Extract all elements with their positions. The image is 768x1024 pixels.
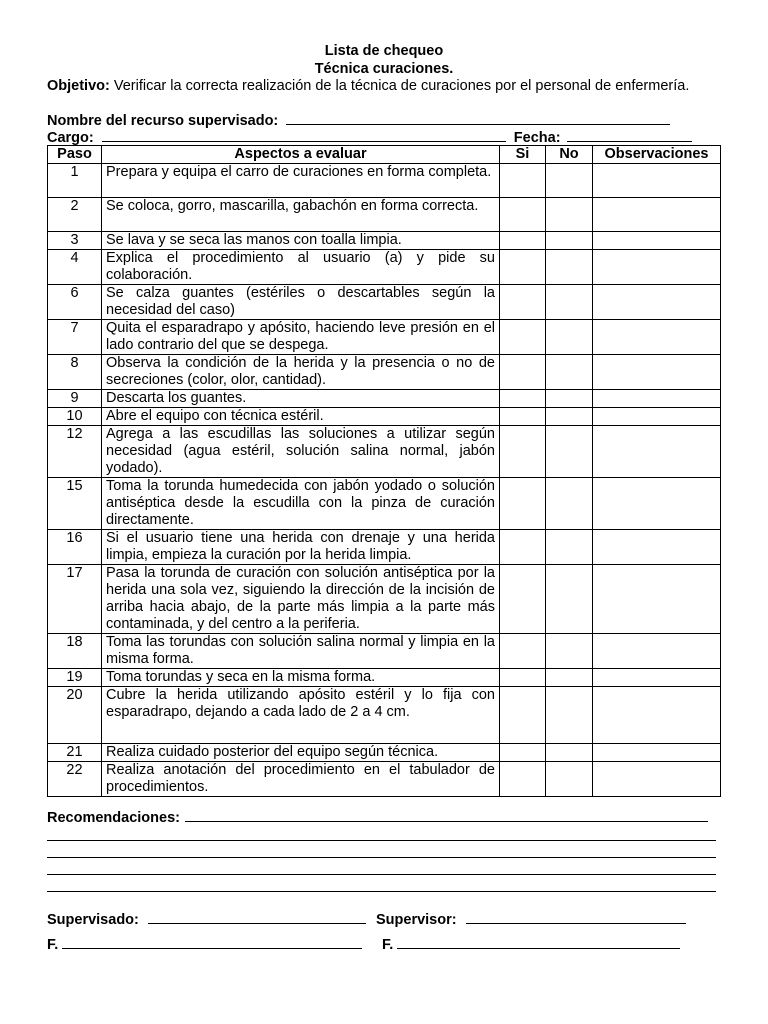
recomendaciones-line[interactable] — [185, 808, 708, 822]
table-row — [48, 390, 721, 408]
step-number: 7 — [48, 320, 102, 355]
observaciones-cell[interactable] — [593, 164, 721, 198]
table-row — [48, 530, 721, 565]
firma-right-label: F. — [382, 937, 394, 953]
si-cell[interactable] — [500, 355, 546, 390]
no-cell[interactable] — [546, 565, 593, 634]
observaciones-cell[interactable] — [593, 426, 721, 478]
no-cell[interactable] — [546, 478, 593, 530]
supervised-name-line[interactable] — [286, 111, 670, 125]
si-cell[interactable] — [500, 565, 546, 634]
objective-text: Verificar la correcta realización de la técnica de curaciones por el personal de enfermería. — [113, 78, 690, 94]
header-aspectos: Aspectos a evaluar — [102, 146, 500, 164]
fecha-label: Fecha: — [513, 130, 561, 146]
table-row — [48, 762, 721, 797]
step-description: Prepara y equipa el carro de curaciones en forma completa. — [102, 164, 500, 198]
no-cell[interactable] — [546, 355, 593, 390]
step-number: 12 — [48, 426, 102, 478]
no-cell[interactable] — [546, 634, 593, 669]
cargo-label: Cargo: — [47, 130, 94, 146]
document-title: Lista de chequeo — [324, 43, 444, 59]
no-cell[interactable] — [546, 426, 593, 478]
table-row — [48, 355, 721, 390]
no-cell[interactable] — [546, 250, 593, 285]
table-row — [48, 687, 721, 744]
step-description: Toma la torunda humedecida con jabón yodado o solución antiséptica desde la escudilla con la pinza de curación directamente. — [102, 478, 500, 530]
table-row — [48, 250, 721, 285]
no-cell[interactable] — [546, 198, 593, 232]
si-cell[interactable] — [500, 762, 546, 797]
no-cell[interactable] — [546, 285, 593, 320]
step-description: Descarta los guantes. — [102, 390, 500, 408]
recomendaciones-row — [47, 808, 708, 827]
observaciones-cell[interactable] — [593, 408, 721, 426]
step-number: 20 — [48, 687, 102, 744]
step-description: Quita el esparadrapo y apósito, haciendo leve presión en el lado contrario del que se despega. — [102, 320, 500, 355]
observaciones-cell[interactable] — [593, 232, 721, 250]
table-row — [48, 198, 721, 232]
step-description: Se coloca, gorro, mascarilla, gabachón en forma correcta. — [102, 198, 500, 232]
step-number: 4 — [48, 250, 102, 285]
table-row — [48, 164, 721, 198]
recomendaciones-blank-line[interactable] — [47, 857, 716, 858]
table-row — [48, 285, 721, 320]
observaciones-cell[interactable] — [593, 565, 721, 634]
step-description: Toma las torundas con solución salina normal y limpia en la misma forma. — [102, 634, 500, 669]
si-cell[interactable] — [500, 478, 546, 530]
observaciones-cell[interactable] — [593, 285, 721, 320]
si-cell[interactable] — [500, 530, 546, 565]
table-row — [48, 478, 721, 530]
no-cell[interactable] — [546, 687, 593, 744]
step-number: 16 — [48, 530, 102, 565]
no-cell[interactable] — [546, 390, 593, 408]
supervised-name-label: Nombre del recurso supervisado: — [47, 113, 279, 129]
supervisor-label: Supervisor: — [376, 912, 457, 928]
step-number: 19 — [48, 669, 102, 687]
no-cell[interactable] — [546, 408, 593, 426]
si-cell[interactable] — [500, 390, 546, 408]
recomendaciones-blank-line[interactable] — [47, 891, 716, 892]
step-number: 1 — [48, 164, 102, 198]
no-cell[interactable] — [546, 744, 593, 762]
step-number: 10 — [48, 408, 102, 426]
step-description: Observa la condición de la herida y la presencia o no de secreciones (color, olor, cantidad). — [102, 355, 500, 390]
supervisado-label: Supervisado: — [47, 912, 139, 928]
objective-paragraph — [47, 78, 720, 95]
observaciones-cell[interactable] — [593, 744, 721, 762]
firma-supervisor-line[interactable] — [397, 935, 680, 949]
recomendaciones-blank-line[interactable] — [47, 874, 716, 875]
header-no: No — [546, 146, 593, 164]
observaciones-cell[interactable] — [593, 762, 721, 797]
step-number: 8 — [48, 355, 102, 390]
step-number: 6 — [48, 285, 102, 320]
firma-left-label: F. — [47, 937, 59, 953]
si-cell[interactable] — [500, 426, 546, 478]
no-cell[interactable] — [546, 232, 593, 250]
header-observaciones: Observaciones — [593, 146, 721, 164]
observaciones-cell[interactable] — [593, 198, 721, 232]
supervisado-row — [47, 910, 366, 929]
step-number: 18 — [48, 634, 102, 669]
table-row — [48, 232, 721, 250]
si-cell[interactable] — [500, 634, 546, 669]
observaciones-cell[interactable] — [593, 530, 721, 565]
step-description: Explica el procedimiento al usuario (a) y pide su colaboración. — [102, 250, 500, 285]
supervisado-line[interactable] — [148, 910, 366, 924]
step-number: 17 — [48, 565, 102, 634]
step-description: Se calza guantes (estériles o descartables según la necesidad del caso) — [102, 285, 500, 320]
observaciones-cell[interactable] — [593, 634, 721, 669]
recomendaciones-label: Recomendaciones: — [47, 810, 180, 826]
step-description: Realiza cuidado posterior del equipo según técnica. — [102, 744, 500, 762]
step-number: 15 — [48, 478, 102, 530]
observaciones-cell[interactable] — [593, 669, 721, 687]
supervisor-row — [376, 910, 686, 929]
si-cell[interactable] — [500, 687, 546, 744]
step-number: 9 — [48, 390, 102, 408]
si-cell[interactable] — [500, 232, 546, 250]
step-description: Cubre la herida utilizando apósito estéril y lo fija con esparadrapo, dejando a cada lado de 2 a 4 cm. — [102, 687, 500, 744]
firma-supervisado-line[interactable] — [62, 935, 362, 949]
observaciones-cell[interactable] — [593, 320, 721, 355]
si-cell[interactable] — [500, 669, 546, 687]
si-cell[interactable] — [500, 744, 546, 762]
si-cell[interactable] — [500, 408, 546, 426]
objective-label: Objetivo: — [47, 78, 110, 94]
checklist-table — [47, 145, 721, 797]
recomendaciones-blank-line[interactable] — [47, 840, 716, 841]
si-cell[interactable] — [500, 250, 546, 285]
document-subtitle: Técnica curaciones. — [314, 61, 454, 77]
table-header-row — [48, 146, 721, 164]
step-description: Pasa la torunda de curación con solución antiséptica por la herida una sola vez, siguiendo la dirección de la incisión de arriba hacia abajo, de la parte más limpia a la parte más contaminada, y del centro a la periferia. — [102, 565, 500, 634]
si-cell[interactable] — [500, 320, 546, 355]
table-row — [48, 669, 721, 687]
step-description: Abre el equipo con técnica estéril. — [102, 408, 500, 426]
table-row — [48, 565, 721, 634]
table-row — [48, 744, 721, 762]
no-cell[interactable] — [546, 762, 593, 797]
header-paso: Paso — [48, 146, 102, 164]
table-row — [48, 408, 721, 426]
supervisor-line[interactable] — [466, 910, 686, 924]
step-number: 21 — [48, 744, 102, 762]
si-cell[interactable] — [500, 285, 546, 320]
step-number: 3 — [48, 232, 102, 250]
observaciones-cell[interactable] — [593, 687, 721, 744]
no-cell[interactable] — [546, 320, 593, 355]
fecha-line[interactable] — [567, 128, 692, 142]
step-description: Agrega a las escudillas las soluciones a utilizar según necesidad (agua estéril, solución salina normal, jabón yodado). — [102, 426, 500, 478]
observaciones-cell[interactable] — [593, 478, 721, 530]
table-row — [48, 320, 721, 355]
step-description: Toma torundas y seca en la misma forma. — [102, 669, 500, 687]
si-cell[interactable] — [500, 198, 546, 232]
step-description: Realiza anotación del procedimiento en el tabulador de procedimientos. — [102, 762, 500, 797]
observaciones-cell[interactable] — [593, 390, 721, 408]
step-description: Se lava y se seca las manos con toalla limpia. — [102, 232, 500, 250]
no-cell[interactable] — [546, 669, 593, 687]
step-number: 2 — [48, 198, 102, 232]
si-cell[interactable] — [500, 164, 546, 198]
observaciones-cell[interactable] — [593, 355, 721, 390]
firma-supervisado-row — [47, 935, 362, 954]
observaciones-cell[interactable] — [593, 250, 721, 285]
firma-supervisor-row — [382, 935, 680, 954]
step-description: Si el usuario tiene una herida con drenaje y una herida limpia, empieza la curación por la herida limpia. — [102, 530, 500, 565]
step-number: 22 — [48, 762, 102, 797]
table-row — [48, 426, 721, 478]
no-cell[interactable] — [546, 530, 593, 565]
no-cell[interactable] — [546, 164, 593, 198]
table-row — [48, 634, 721, 669]
cargo-line[interactable] — [102, 128, 506, 142]
header-si: Si — [500, 146, 546, 164]
